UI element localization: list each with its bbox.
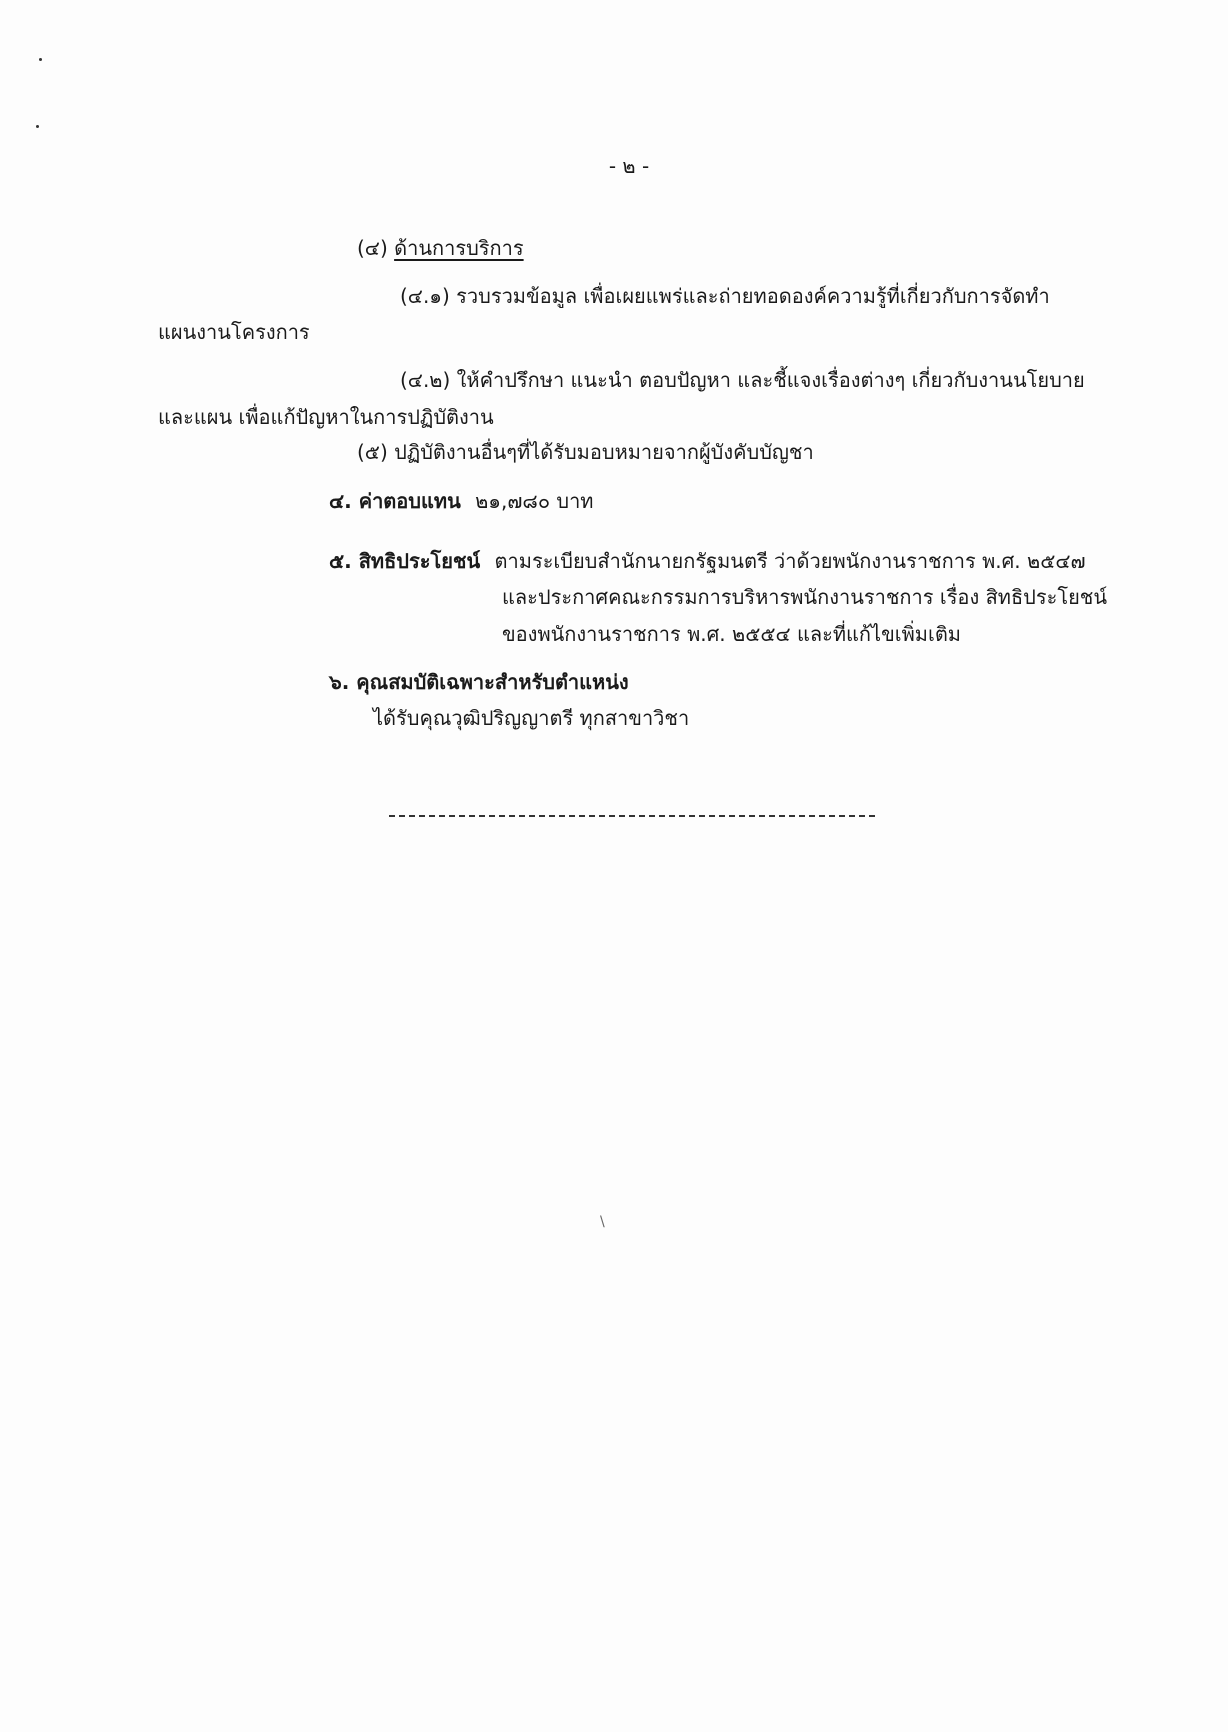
item-4-2-line2: และแผน เพื่อแก้ปัญหาในการปฏิบัติงาน xyxy=(158,405,494,429)
benefits-heading: ๕. สิทธิประโยชน์ xyxy=(329,549,481,573)
benefits-line2: และประกาศคณะกรรมการบริหารพนักงานราชการ เรื่อง สิทธิประโยชน์ xyxy=(502,585,1108,609)
duty-5-line xyxy=(357,438,814,466)
qualifications-heading: ๖. คุณสมบัติเฉพาะสำหรับตำแหน่ง xyxy=(329,670,629,694)
duty-5-text: ปฏิบัติงานอื่นๆที่ได้รับมอบหมายจากผู้บังคับบัญชา xyxy=(394,440,814,464)
benefits-text-1: ตามระเบียบสำนักนายกรัฐมนตรี ว่าด้วยพนักงานราชการ พ.ศ. ๒๕๔๗ xyxy=(494,549,1086,573)
item-4-1-line1 xyxy=(400,282,1050,310)
benefits-line1 xyxy=(329,547,1086,575)
benefits-line3: ของพนักงานราชการ พ.ศ. ๒๕๕๔ และที่แก้ไขเพิ่มเติม xyxy=(502,622,961,646)
duty-5-number: (๕) xyxy=(357,440,388,464)
compensation-amount: ๒๑,๗๘๐ บาท xyxy=(475,489,594,513)
compensation-line xyxy=(329,487,594,515)
page-number: - ๒ - xyxy=(608,154,650,178)
scan-speck xyxy=(39,58,42,61)
item-4-1-text: รวบรวมข้อมูล เพื่อเผยแพร่และถ่ายทอดองค์ความรู้ที่เกี่ยวกับการจัดทำ xyxy=(456,284,1050,308)
item-4-1-number: (๔.๑) xyxy=(400,284,450,308)
item-4-1-line2: แผนงานโครงการ xyxy=(158,320,310,344)
item-4-2-number: (๔.๒) xyxy=(400,368,451,392)
scan-speck xyxy=(36,125,39,128)
item-4-2-line1 xyxy=(400,366,1085,394)
item-4-2-text: ให้คำปรึกษา แนะนำ ตอบปัญหา และชี้แจงเรื่องต่างๆ เกี่ยวกับงานนโยบาย xyxy=(456,368,1085,392)
section-4-heading xyxy=(357,234,524,262)
section-4-title: ด้านการบริการ xyxy=(394,236,524,260)
scan-mark: \ xyxy=(600,1214,605,1230)
compensation-heading: ๔. ค่าตอบแทน xyxy=(329,489,461,513)
qualifications-text: ได้รับคุณวุฒิปริญญาตรี ทุกสาขาวิชา xyxy=(373,706,690,730)
dashed-divider xyxy=(389,815,875,817)
section-4-number: (๔) xyxy=(357,236,388,260)
